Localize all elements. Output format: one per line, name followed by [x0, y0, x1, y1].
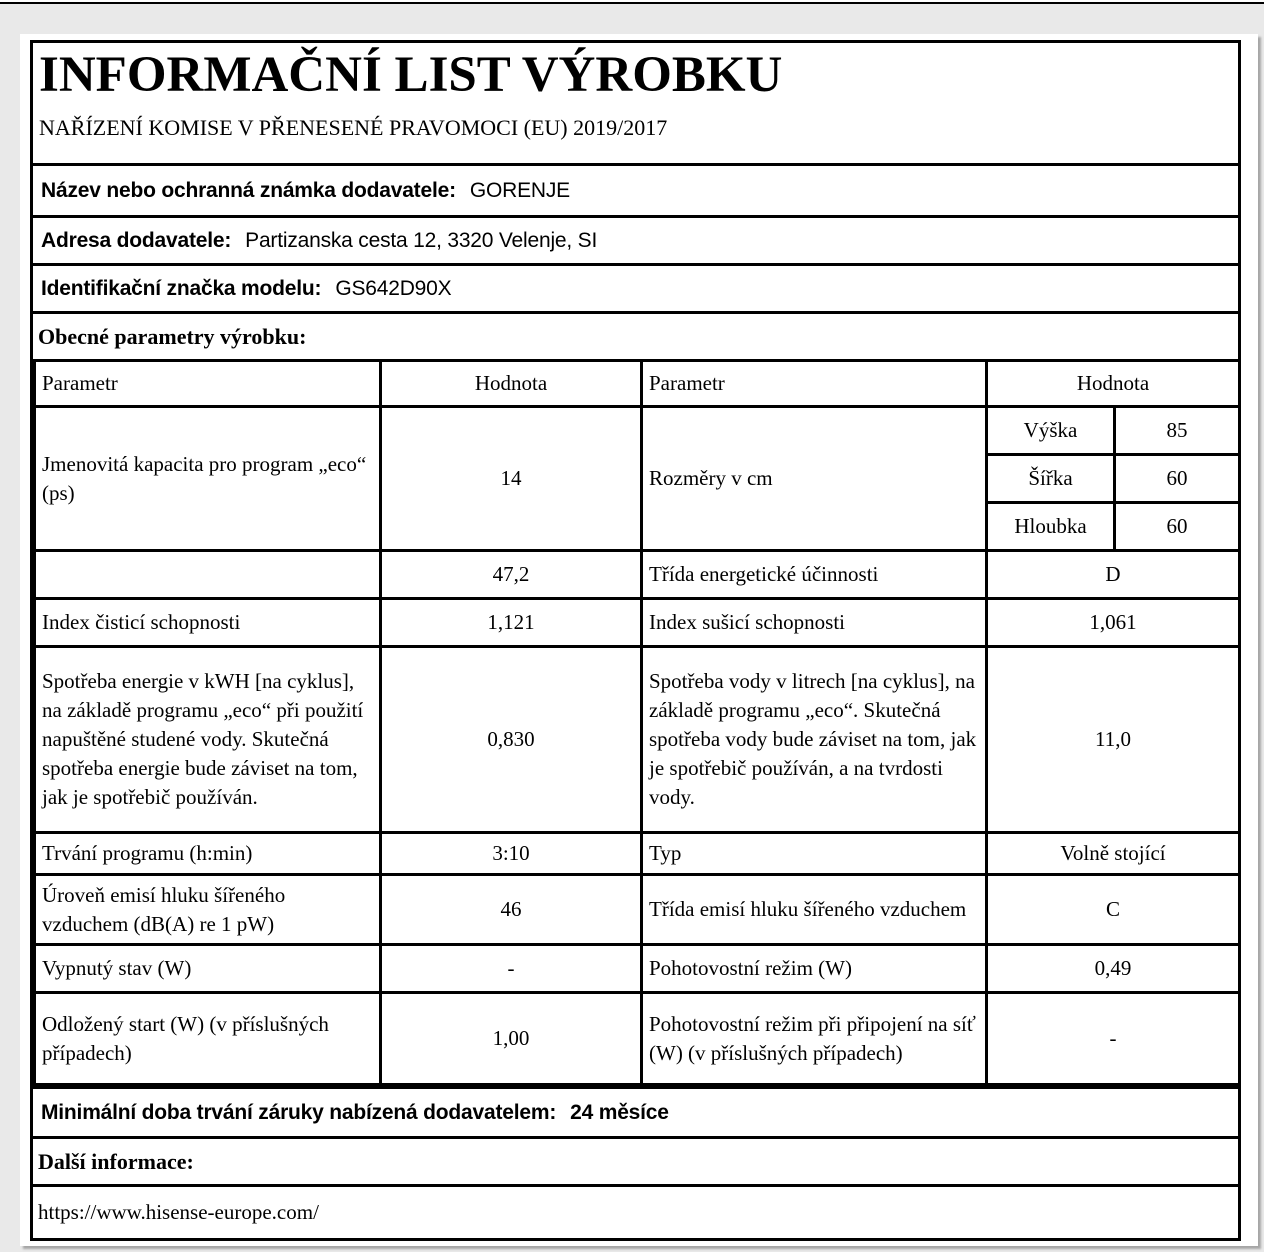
- model-id-label: Identifikační značka modelu:: [41, 276, 322, 300]
- general-parameters-heading: Obecné parametry výrobku:: [33, 311, 1238, 359]
- header-value-right: Hodnota: [987, 361, 1240, 407]
- more-info-url: https://www.hisense-europe.com/: [33, 1184, 1238, 1238]
- cell-dim-height-name: Výška: [987, 407, 1115, 455]
- title-block: [33, 43, 1238, 163]
- cell-eei-label: [35, 551, 381, 599]
- supplier-name-row: [33, 163, 1238, 215]
- cell-dim-depth-value: 60: [1115, 503, 1240, 551]
- cell-networked-standby-label: Pohotovostní režim při připojení na síť (W) (v příslušných případech): [642, 993, 987, 1085]
- cell-delayed-start-value: 1,00: [381, 993, 642, 1085]
- header-param-right: Parametr: [642, 361, 987, 407]
- table-row-eei-energyclass: [35, 551, 1240, 599]
- supplier-address-row: [33, 215, 1238, 263]
- warranty-value: 24 měsíce: [570, 1100, 669, 1124]
- cell-energy-consumption-value: 0,830: [381, 647, 642, 833]
- model-id-row: [33, 263, 1238, 311]
- general-parameters-table: [33, 359, 1241, 1086]
- cell-type-label: Typ: [642, 833, 987, 875]
- table-row-offmode-standby: [35, 945, 1240, 993]
- more-info-heading: Další informace:: [33, 1136, 1238, 1184]
- header-param-left: Parametr: [35, 361, 381, 407]
- cell-noise-class-value: C: [987, 875, 1240, 945]
- warranty-row: [33, 1086, 1238, 1136]
- supplier-address-label: Adresa dodavatele:: [41, 228, 232, 252]
- cell-energy-consumption-label: Spotřeba energie v kWH [na cyklus], na základě programu „eco“ při použití napuštěné studené vody. Skutečná spotřeba energie bude záviset na tom, jak je spotřebič používán.: [35, 647, 381, 833]
- cell-standby-value: 0,49: [987, 945, 1240, 993]
- cell-standby-label: Pohotovostní režim (W): [642, 945, 987, 993]
- cell-dim-width-name: Šířka: [987, 455, 1115, 503]
- cell-eei-value: 47,2: [381, 551, 642, 599]
- cell-capacity-value: 14: [381, 407, 642, 551]
- supplier-name-value: GORENJE: [469, 178, 570, 202]
- page-subtitle: NAŘÍZENÍ KOMISE V PŘENESENÉ PRAVOMOCI (EU) 2019/2017: [39, 115, 668, 140]
- cell-noise-level-label: Úroveň emisí hluku šířeného vzduchem (dB(A) re 1 pW): [35, 875, 381, 945]
- viewer-canvas: [0, 4, 1264, 1252]
- cell-noise-class-label: Třída emisí hluku šířeného vzduchem: [642, 875, 987, 945]
- table-row-consumption: [35, 647, 1240, 833]
- table-row-indexes: [35, 599, 1240, 647]
- cell-type-value: Volně stojící: [987, 833, 1240, 875]
- cell-capacity-label: Jmenovitá kapacita pro program „eco“ (ps): [35, 407, 381, 551]
- warranty-label: Minimální doba trvání záruky nabízená dodavatelem:: [41, 1100, 557, 1124]
- table-header-row: [35, 361, 1240, 407]
- product-fiche: [30, 40, 1241, 1241]
- table-row-noise: [35, 875, 1240, 945]
- cell-off-mode-value: -: [381, 945, 642, 993]
- cell-energy-class-value: D: [987, 551, 1240, 599]
- supplier-address-value: Partizanska cesta 12, 3320 Velenje, SI: [245, 228, 598, 252]
- table-row-capacity-dimensions: [35, 407, 1240, 455]
- cell-off-mode-label: Vypnutý stav (W): [35, 945, 381, 993]
- model-id-value: GS642D90X: [335, 276, 452, 300]
- cell-cleaning-index-value: 1,121: [381, 599, 642, 647]
- cell-drying-index-value: 1,061: [987, 599, 1240, 647]
- cell-noise-level-value: 46: [381, 875, 642, 945]
- cell-water-consumption-value: 11,0: [987, 647, 1240, 833]
- cell-networked-standby-value: -: [987, 993, 1240, 1085]
- cell-drying-index-label: Index sušicí schopnosti: [642, 599, 987, 647]
- cell-water-consumption-label: Spotřeba vody v litrech [na cyklus], na základě programu „eco“. Skutečná spotřeba vody bude záviset na tom, jak je spotřebič používán, a na tvrdosti vody.: [642, 647, 987, 833]
- cell-dim-height-value: 85: [1115, 407, 1240, 455]
- header-value-left: Hodnota: [381, 361, 642, 407]
- cell-energy-class-label: Třída energetické účinnosti: [642, 551, 987, 599]
- cell-delayed-start-label: Odložený start (W) (v příslušných případech): [35, 993, 381, 1085]
- cell-dim-depth-name: Hloubka: [987, 503, 1115, 551]
- document-page: [20, 34, 1258, 1246]
- cell-duration-label: Trvání programu (h:min): [35, 833, 381, 875]
- page-title: INFORMAČNÍ LIST VÝROBKU: [39, 47, 783, 103]
- cell-dimensions-label: Rozměry v cm: [642, 407, 987, 551]
- table-row-duration-type: [35, 833, 1240, 875]
- cell-duration-value: 3:10: [381, 833, 642, 875]
- cell-cleaning-index-label: Index čisticí schopnosti: [35, 599, 381, 647]
- cell-dim-width-value: 60: [1115, 455, 1240, 503]
- table-row-delayedstart-networked: [35, 993, 1240, 1085]
- supplier-name-label: Název nebo ochranná známka dodavatele:: [41, 178, 456, 202]
